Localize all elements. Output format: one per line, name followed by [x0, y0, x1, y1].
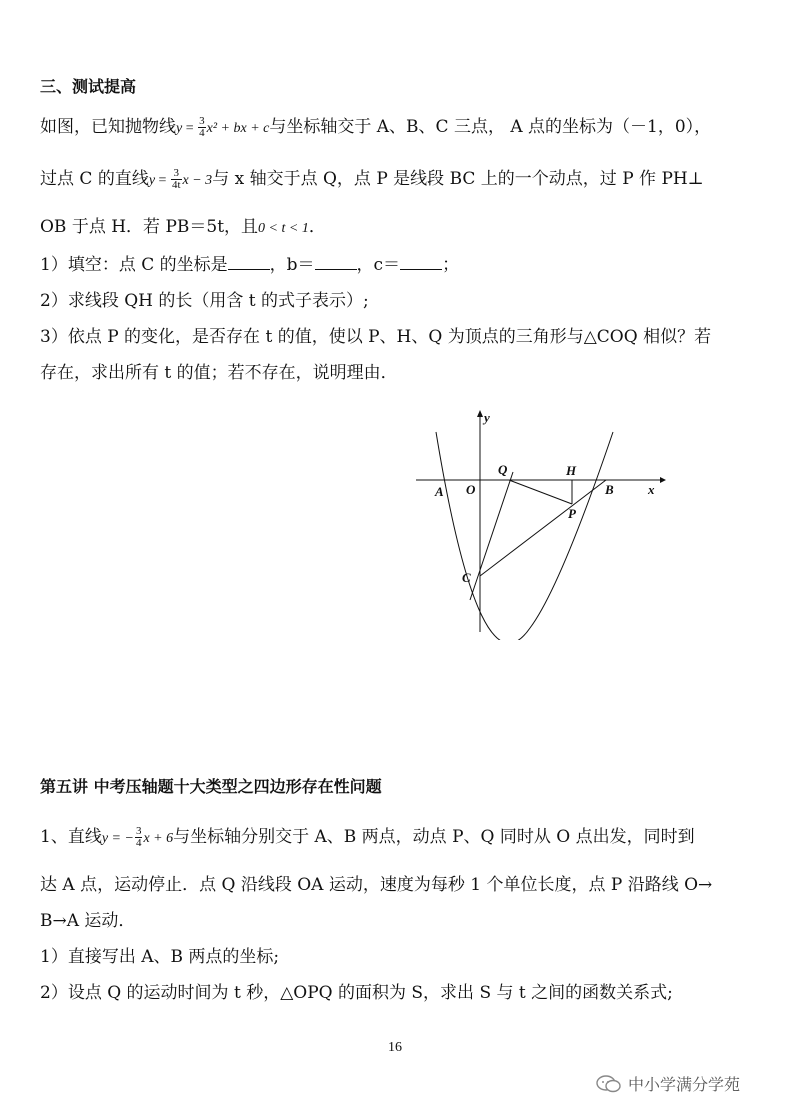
question-1: 1）直接写出 A、B 两点的坐标; — [40, 947, 280, 967]
equation-lhs: y — [176, 121, 183, 136]
problem-line-2: 达 A 点，运动停止．点 Q 沿线段 OA 运动，速度为每秒 1 个单位长度，点 P 沿路线 O→ — [40, 875, 713, 895]
label-y: y — [484, 410, 490, 425]
problem-line-3: B→A 运动． — [40, 911, 136, 931]
x-axis-arrow — [660, 477, 666, 483]
question-2: 2）求线段 QH 的长（用含 t 的式子表示）; — [40, 291, 369, 311]
label-x: x — [648, 482, 655, 497]
equation-lhs: y — [148, 173, 156, 188]
problem-line-1: 1、直线y = − $\frac{3}{4}$ x + 6与坐标轴分别交于 A、B 两点，动点 P、Q 同时从 O 点出发，同时到 — [40, 825, 695, 849]
equation-rhs: x − 3 — [182, 173, 213, 188]
equation-lhs: y = − — [101, 831, 134, 846]
parabola-figure — [410, 408, 670, 640]
text: OB 于点 H．若 PB＝5t，且 — [40, 217, 259, 237]
fraction: $\frac{3}{4}$ — [135, 825, 142, 849]
segment-CB — [480, 480, 606, 576]
question-2: 2）设点 Q 的运动时间为 t 秒，△OPQ 的面积为 S，求出 S 与 t 之间的函数关系式; — [40, 983, 673, 1003]
fraction: $\frac{3}{4}$ — [199, 115, 205, 139]
parabola-curve — [436, 432, 613, 640]
problem-line-3 — [40, 216, 326, 240]
equation-rhs: x² + bx + c — [206, 121, 270, 136]
fraction: $\frac{3}{4t}$ — [171, 167, 181, 191]
equation-rhs: x + 6 — [143, 831, 174, 846]
inequality: 0 < t < 1 — [258, 221, 309, 236]
answer-blank — [315, 254, 357, 270]
segment-QP — [509, 480, 572, 504]
text: 与 x 轴交于点 Q，点 P 是线段 BC 上的一个动点，过 P 作 PH⊥ — [212, 169, 704, 189]
answer-blank — [228, 254, 270, 270]
section-heading-5: 第五讲 中考压轴题十大类型之四边形存在性问题 — [40, 777, 382, 796]
y-axis-arrow — [477, 410, 483, 417]
text: 过点 C 的直线 — [40, 169, 149, 189]
label-Q: Q — [498, 462, 508, 477]
problem-line-2: 过点 C 的直线y = $\frac{3}{4t}$ x − 3与 x 轴交于点 Q，点 P 是线段 BC 上的一个动点，过 P 作 PH⊥ — [40, 167, 704, 191]
label-A: A — [435, 484, 444, 499]
watermark-text: 中小学满分学苑 — [628, 1075, 741, 1094]
section-heading-3: 三、测试提高 — [40, 77, 137, 96]
label-P: P — [568, 506, 576, 521]
question-3-cont: 存在，求出所有 t 的值；若不存在，说明理由． — [40, 363, 398, 383]
watermark — [596, 1072, 740, 1095]
label-O: O — [466, 482, 476, 497]
answer-blank — [400, 254, 442, 270]
question-1: 1）填空：点 C 的坐标是 ，b＝ ，c＝ ； — [40, 255, 460, 275]
problem-line-1: 如图，已知抛物线y = $\frac{3}{4}$ x² + bx + c与坐标轴交于 A、B、C 三点， A 点的坐标为（－1，0）， — [40, 115, 712, 139]
page-number: 16 — [388, 1040, 402, 1055]
line-CQ — [470, 472, 513, 600]
label-H: H — [566, 463, 577, 478]
label-B: B — [605, 482, 614, 497]
text: ． — [308, 217, 326, 237]
question-3: 3）依点 P 的变化，是否存在 t 的值，使以 P、H、Q 为顶点的三角形与△COQ 相似？若 — [40, 327, 712, 347]
text: 与坐标轴交于 A、B、C 三点， A 点的坐标为（－1，0）， — [269, 117, 712, 137]
label-C: C — [462, 570, 471, 585]
text: 如图，已知抛物线 — [40, 117, 176, 137]
wechat-icon — [596, 1074, 622, 1094]
